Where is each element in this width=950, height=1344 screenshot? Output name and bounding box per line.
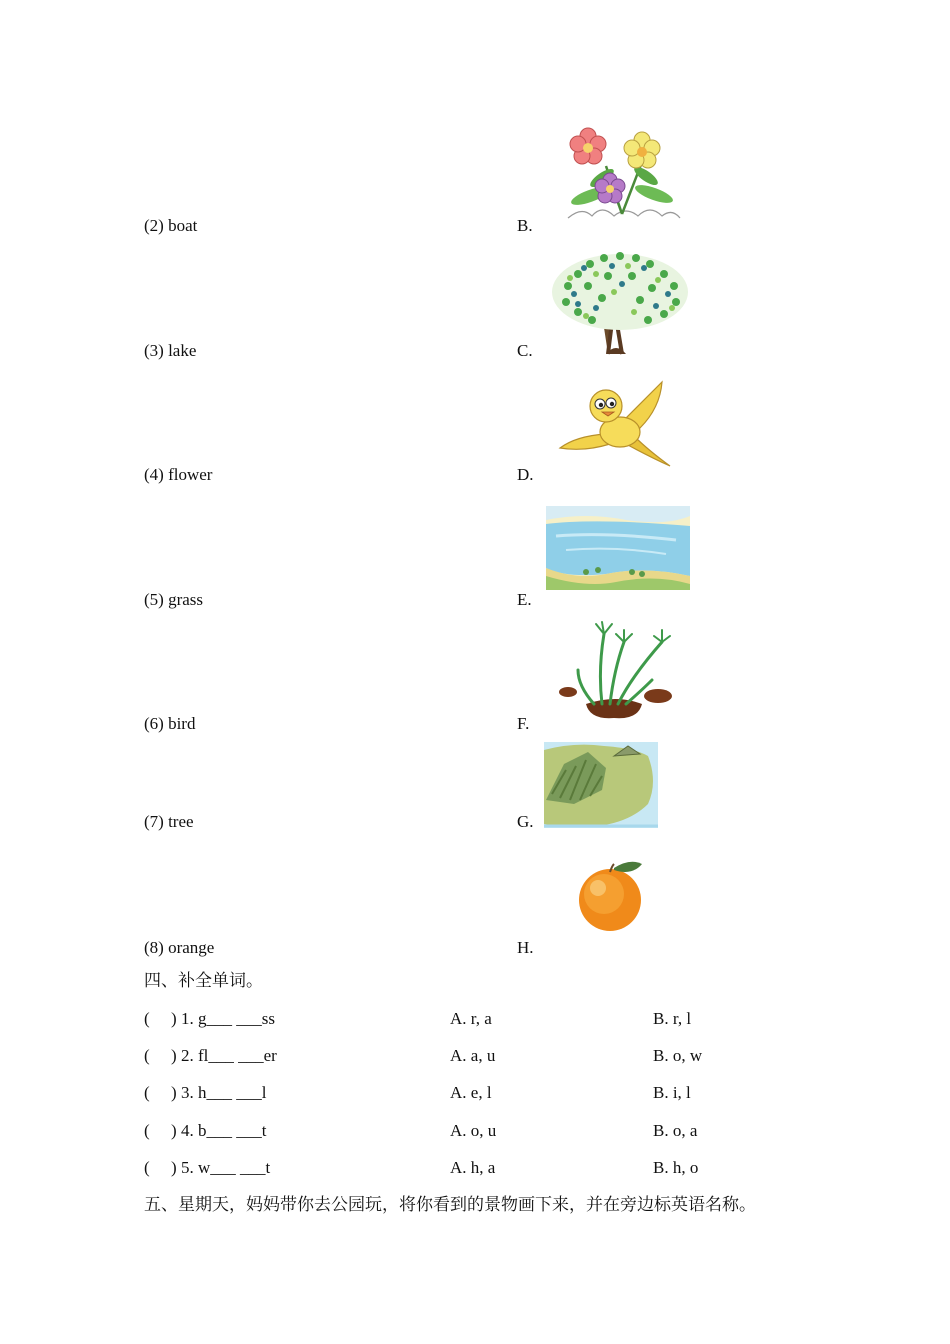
answer-paren-open: ( (144, 1083, 150, 1102)
section4-heading: 四、补全单词。 (144, 971, 263, 990)
option-b: B. i, l (653, 1083, 691, 1102)
match-word-lake: (3) lake (144, 341, 197, 360)
tree-picture (548, 246, 692, 356)
question-stem: 2. fl___ ___er (181, 1046, 277, 1065)
match-letter-e: E. (517, 590, 532, 609)
answer-paren-close: ) (171, 1046, 177, 1065)
match-letter-c: C. (517, 341, 533, 360)
match-word-bird: (6) bird (144, 714, 196, 733)
hill-picture (544, 742, 658, 828)
option-b: B. r, l (653, 1009, 692, 1028)
answer-paren-close: ) (171, 1158, 177, 1177)
answer-paren-open: ( (144, 1009, 150, 1028)
match-letter-f: F. (517, 714, 530, 733)
section5-heading: 五、星期天，妈妈带你去公园玩，将你看到的景物画下来，并在旁边标英语名称。 (144, 1195, 756, 1214)
option-b: B. h, o (653, 1158, 699, 1177)
bird-picture (556, 378, 676, 470)
match-word-boat: (2) boat (144, 216, 198, 235)
match-letter-b: B. (517, 216, 533, 235)
match-letter-h: H. (517, 938, 534, 957)
grass-picture (558, 620, 676, 720)
option-a: A. e, l (450, 1083, 492, 1102)
answer-paren-open: ( (144, 1121, 150, 1140)
answer-paren-open: ( (144, 1046, 150, 1065)
match-word-flower: (4) flower (144, 465, 213, 484)
option-a: A. h, a (450, 1158, 496, 1177)
question-stem: 1. g___ ___ss (181, 1009, 275, 1028)
match-word-tree: (7) tree (144, 812, 194, 831)
question-stem: 5. w___ ___t (181, 1158, 271, 1177)
match-word-orange: (8) orange (144, 938, 215, 957)
match-letter-g: G. (517, 812, 534, 831)
flowers-picture (562, 126, 684, 224)
lake-picture (546, 506, 690, 590)
question-stem: 3. h___ ___l (181, 1083, 267, 1102)
answer-paren-close: ) (171, 1083, 177, 1102)
answer-paren-close: ) (171, 1009, 177, 1028)
match-word-grass: (5) grass (144, 590, 204, 609)
answer-paren-open: ( (144, 1158, 150, 1177)
option-b: B. o, a (653, 1121, 698, 1140)
match-letter-d: D. (517, 465, 534, 484)
option-a: A. o, u (450, 1121, 497, 1140)
option-b: B. o, w (653, 1046, 703, 1065)
question-stem: 4. b___ ___t (181, 1121, 267, 1140)
orange-picture (574, 858, 646, 932)
answer-paren-close: ) (171, 1121, 177, 1140)
option-a: A. r, a (450, 1009, 492, 1028)
option-a: A. a, u (450, 1046, 496, 1065)
